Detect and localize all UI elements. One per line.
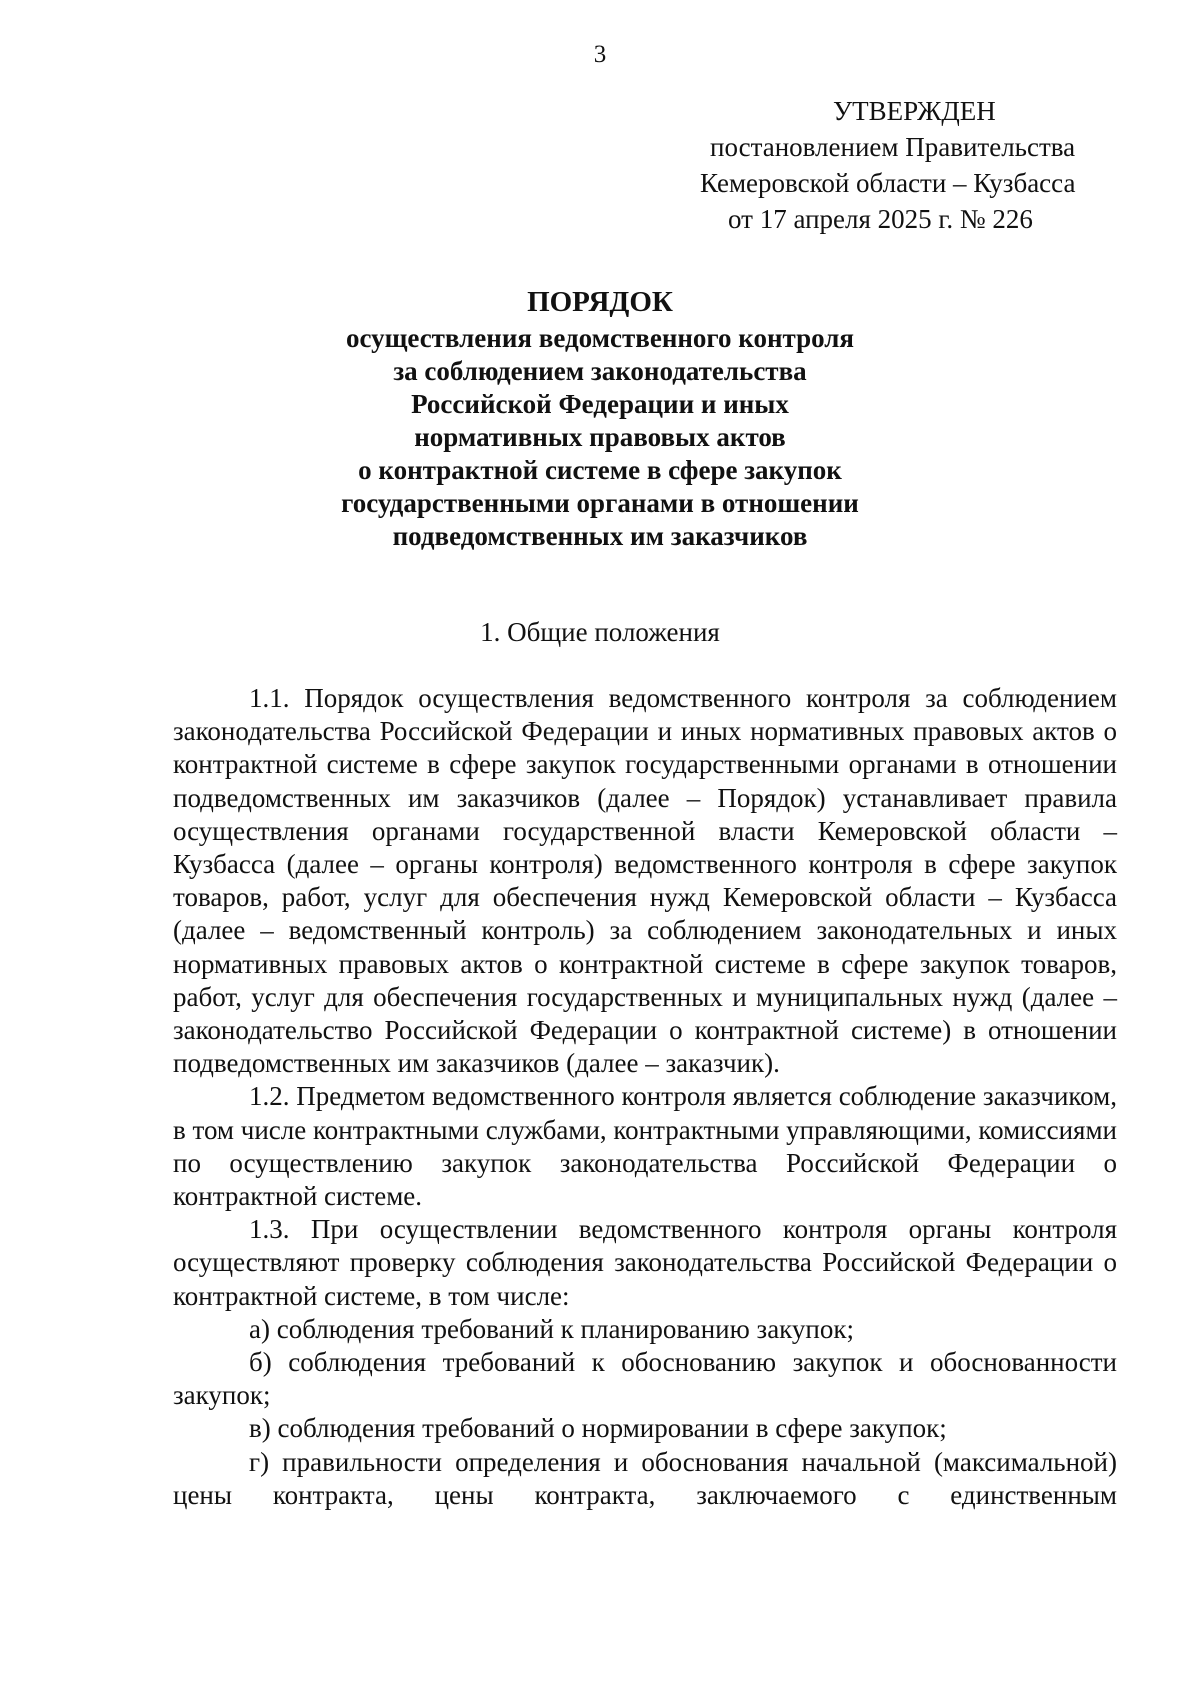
approval-authority: Кемеровской области – Кузбасса xyxy=(700,168,1076,198)
approval-stamp xyxy=(700,93,1140,237)
approval-date-number: от 17 апреля 2025 г. № 226 xyxy=(728,204,1033,234)
title-line: нормативных правовых актов xyxy=(414,422,786,452)
section-heading: 1. Общие положения xyxy=(480,617,720,647)
title-line: ПОРЯДОК xyxy=(527,286,673,318)
list-item-b: б) соблюдения требований к обоснованию закупок и обоснованности закупок; xyxy=(173,1347,1117,1411)
paragraph-1-2: 1.2. Предметом ведомственного контроля является соблюдение заказчиком, в том числе контрактными службами, контрактными управляющими, комиссиями по осуществлению закупок законодательства Российской Федерации о контрактной системе. xyxy=(173,1081,1117,1212)
title-line: осуществления ведомственного контроля xyxy=(345,323,855,353)
approval-act-type: постановлением Правительства xyxy=(710,132,1076,162)
title-line: Российской Федерации и иных xyxy=(411,389,789,419)
approval-status: УТВЕРЖДЕН xyxy=(833,96,996,126)
page-number: 3 xyxy=(593,41,607,68)
document-body xyxy=(173,682,1117,1512)
paragraph-1-1: 1.1. Порядок осуществления ведомственного контроля за соблюдением законодательства Российской Федерации и иных нормативных правовых актов о контрактной системе в сфере закупок государственными органами в отношении подведомственных им заказчиков (далее – Порядок) устанавливает правила осуществления органами государственной власти Кемеровской области – Кузбасса (далее – органы контроля) ведомственного контроля в сфере закупок товаров, работ, услуг для обеспечения нужд Кемеровской области – Кузбасса (далее – ведомственный контроль) за соблюдением законодательных и иных нормативных правовых актов о контрактной системе в сфере закупок товаров, работ, услуг для обеспечения государственных и муниципальных нужд (далее – законодательство Российской Федерации о контрактной системе) в отношении подведомственных им заказчиков (далее – заказчик). xyxy=(173,683,1117,1079)
paragraph-1-3: 1.3. При осуществлении ведомственного контроля органы контроля осуществляют проверку соблюдения законодательства Российской Федерации о контрактной системе, в том числе: xyxy=(173,1214,1117,1311)
title-line: о контрактной системе в сфере закупок xyxy=(358,455,842,485)
document-title xyxy=(300,286,900,553)
list-item-v: в) соблюдения требований о нормировании в сфере закупок; xyxy=(249,1413,947,1444)
title-line: за соблюдением законодательства xyxy=(393,356,807,386)
title-line: государственными органами в отношении xyxy=(341,488,859,518)
list-item-a: а) соблюдения требований к планированию закупок; xyxy=(249,1313,854,1344)
title-line: подведомственных им заказчиков xyxy=(392,521,808,551)
list-item-g: г) правильности определения и обоснования начальной (максимальной) цены контракта, цены контракта, заключаемого с единственным xyxy=(173,1446,1117,1510)
